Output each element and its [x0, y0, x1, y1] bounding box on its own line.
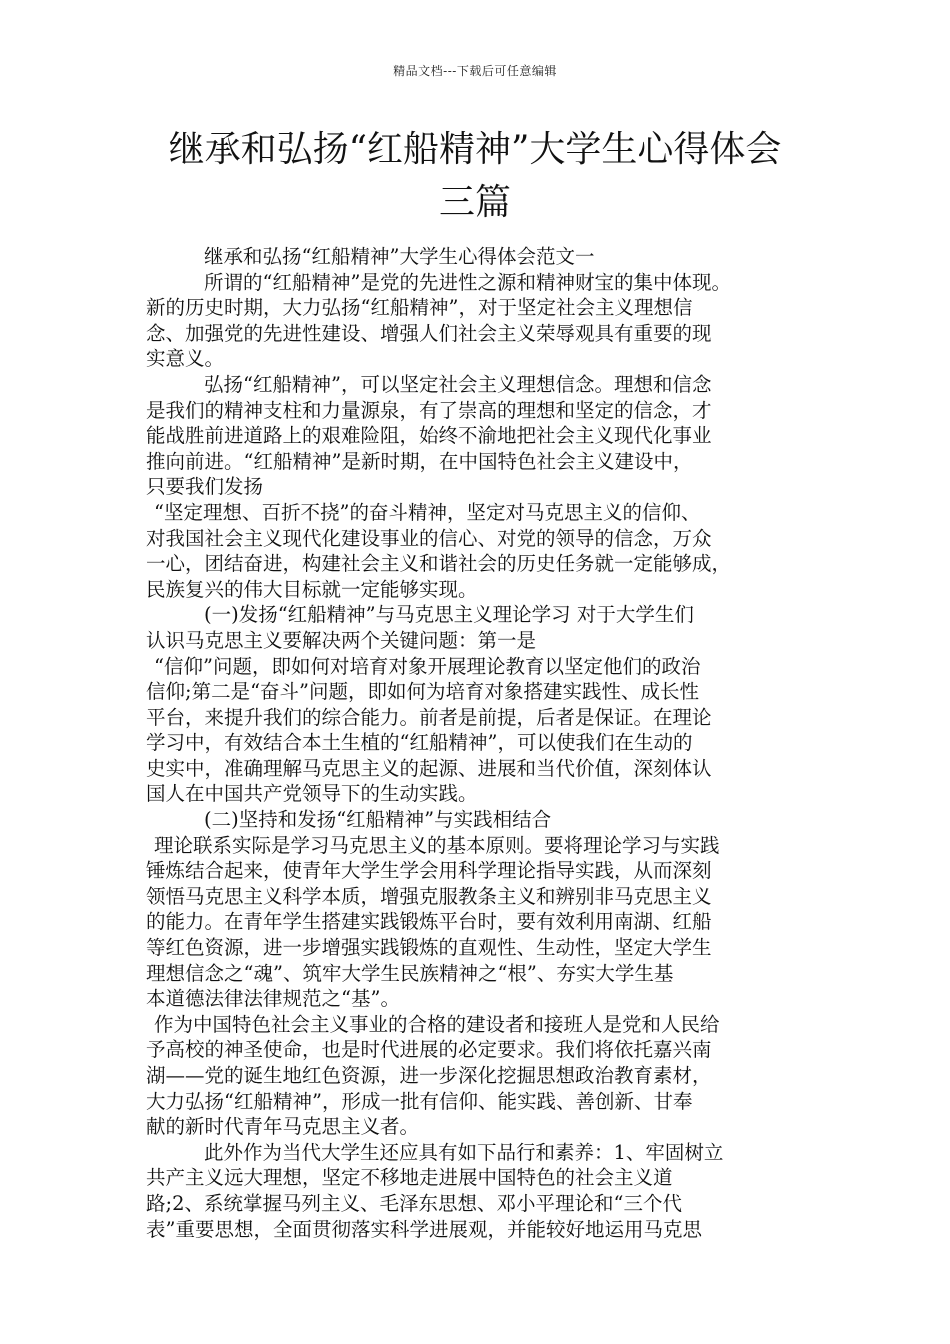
text-line: 弘扬“红船精神”，可以坚定社会主义理想信念。理想和信念 [204, 372, 712, 396]
text-line: 信仰;第二是“奋斗”问题，即如何为培育对象搭建实践性、成长性 [146, 680, 700, 704]
text-line: 新的历史时期，大力弘扬“红船精神”，对于坚定社会主义理想信 [146, 296, 693, 320]
text-line: 所谓的“红船精神”是党的先进性之源和精神财宝的集中体现。 [204, 270, 731, 294]
text-line: 一心，团结奋进，构建社会主义和谐社会的历史任务就一定能够成， [146, 552, 732, 576]
text-line: 能战胜前进道路上的艰难险阻，始终不渝地把社会主义现代化事业 [146, 424, 712, 448]
document-title [100, 123, 850, 229]
title-line: 三篇 [438, 182, 511, 223]
text-line: 锤炼结合起来，使青年大学生学会用科学理论指导实践，从而深刻 [146, 859, 712, 883]
text-line: 表”重要思想，全面贯彻落实科学进展观，并能较好地运用马克思 [146, 1217, 702, 1241]
text-line: 认识马克思主义要解决两个关键问题：第一是 [146, 628, 537, 652]
text-line: 路;2、系统掌握马列主义、毛泽东思想、邓小平理论和“三个代 [146, 1191, 682, 1215]
text-line: 实意义。 [146, 347, 225, 371]
text-line: 此外作为当代大学生还应具有如下品行和素养：1、牢固树立 [204, 1140, 724, 1164]
text-line: 理论联系实际是学习马克思主义的基本原则。要将理论学习与实践 [154, 833, 720, 857]
text-line: 献的新时代青年马克思主义者。 [146, 1115, 420, 1139]
text-line: “坚定理想、百折不挠”的奋斗精神，坚定对马克思主义的信仰、 [154, 500, 701, 524]
text-line: 推向前进。“红船精神”是新时期，在中国特色社会主义建设中， [146, 449, 693, 473]
text-line: 史实中，准确理解马克思主义的起源、进展和当代价值，深刻体认 [146, 756, 712, 780]
text-line: 大力弘扬“红船精神”，形成一批有信仰、能实践、善创新、甘奉 [146, 1089, 693, 1113]
text-line: 予高校的神圣使命，也是时代进展的必定要求。我们将依托嘉兴南 [146, 1038, 712, 1062]
text-line: 共产主义远大理想，坚定不移地走进展中国特色的社会主义道 [146, 1166, 673, 1190]
text-line: 是我们的精神支柱和力量源泉，有了崇高的理想和坚定的信念，才 [146, 398, 712, 422]
text-line: 民族复兴的伟大目标就一定能够实现。 [146, 577, 478, 601]
document-body [146, 244, 810, 1242]
text-line: “信仰”问题，即如何对培育对象开展理论教育以坚定他们的政治 [154, 654, 701, 678]
text-line: 等红色资源，进一步增强实践锻炼的直观性、生动性，坚定大学生 [146, 936, 712, 960]
text-line: 学习中，有效结合本土生植的“红船精神”，可以使我们在生动的 [146, 731, 693, 755]
text-line: 国人在中国共产党领导下的生动实践。 [146, 782, 478, 806]
text-line: 对我国社会主义现代化建设事业的信心、对党的领导的信念，万众 [146, 526, 712, 550]
text-line: 理想信念之“魂”、筑牢大学生民族精神之“根”、夯实大学生基 [146, 961, 674, 985]
title-line: 继承和弘扬“红船精神”大学生心得体会 [168, 129, 782, 170]
text-line: 作为中国特色社会主义事业的合格的建设者和接班人是党和人民给 [154, 1012, 720, 1036]
header-note: 精品文档---下载后可任意编辑 [393, 64, 557, 78]
text-line: 的能力。在青年学生搭建实践锻炼平台时，要有效利用南湖、红船 [146, 910, 712, 934]
text-line: 只要我们发扬 [146, 475, 264, 499]
section-heading: 继承和弘扬“红船精神”大学生心得体会范文一 [204, 245, 595, 268]
subsection-heading: (一)发扬“红船精神”与马克思主义理论学习 对于大学生们 [204, 603, 694, 627]
text-line: 念、加强党的先进性建设、增强人们社会主义荣辱观具有重要的现 [146, 321, 712, 345]
text-line: 领悟马克思主义科学本质，增强克服教条主义和辨别非马克思主义 [146, 884, 712, 908]
text-line: 湖——党的诞生地红色资源，进一步深化挖掘思想政治教育素材， [146, 1064, 712, 1087]
subsection-heading: (二)坚持和发扬“红船精神”与实践相结合 [204, 808, 552, 832]
text-line: 平台，来提升我们的综合能力。前者是前提，后者是保证。在理论 [146, 705, 712, 729]
text-line: 本道德法律法律规范之“基”。 [146, 987, 400, 1011]
